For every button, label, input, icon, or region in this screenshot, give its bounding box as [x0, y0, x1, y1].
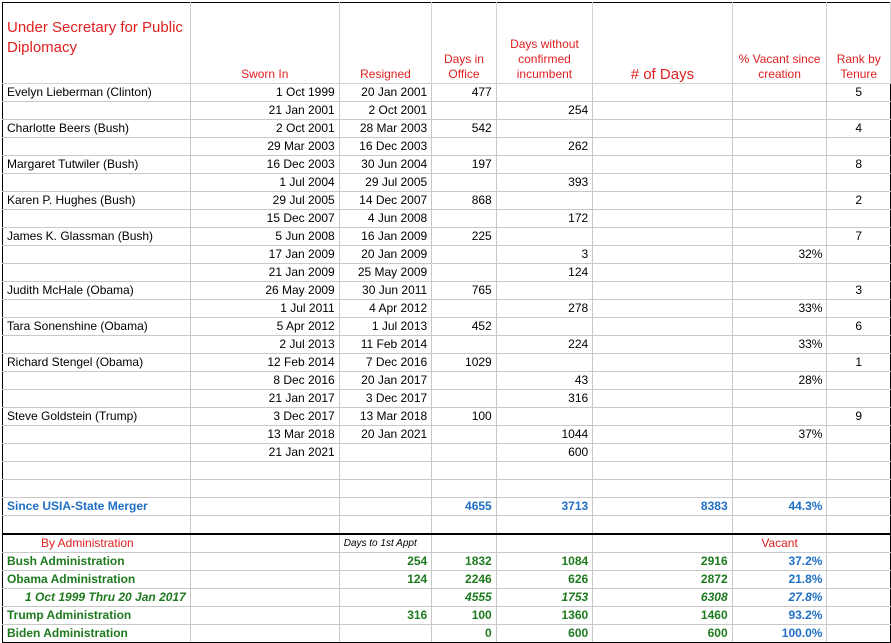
- cell-days-without[interactable]: [496, 120, 592, 138]
- cell-num-days[interactable]: [593, 264, 732, 282]
- cell-days-without[interactable]: [496, 462, 592, 480]
- cell-days-without[interactable]: [496, 228, 592, 246]
- cell-name[interactable]: Tara Sonenshine (Obama): [3, 318, 191, 336]
- admin-row: [3, 625, 891, 643]
- admin-days-first[interactable]: [339, 589, 432, 607]
- cell-name[interactable]: Margaret Tutwiler (Bush): [3, 156, 191, 174]
- cell-sworn-in[interactable]: 1 Jul 2004: [190, 174, 339, 192]
- cell-resigned[interactable]: 30 Jun 2011: [339, 282, 432, 300]
- cell-name[interactable]: [3, 480, 191, 498]
- cell-num-days[interactable]: [593, 300, 732, 318]
- cell-num-days[interactable]: [593, 318, 732, 336]
- cell-days-without[interactable]: 124: [496, 264, 592, 282]
- sheet-title: Under Secretary for Public Diplomacy: [3, 3, 191, 84]
- cell-pct-vacant[interactable]: [732, 120, 827, 138]
- cell-rank[interactable]: [827, 462, 891, 480]
- header-sworn-in: Sworn In: [190, 3, 339, 84]
- cell-num-days[interactable]: [593, 390, 732, 408]
- cell-empty[interactable]: [190, 625, 339, 643]
- cell-sworn-in[interactable]: [190, 480, 339, 498]
- cell-pct-vacant[interactable]: [732, 354, 827, 372]
- table-row: [3, 462, 891, 480]
- cell-num-days[interactable]: [593, 102, 732, 120]
- cell-num-days[interactable]: [593, 156, 732, 174]
- cell-rank[interactable]: [827, 444, 891, 462]
- cell-sworn-in[interactable]: 13 Mar 2018: [190, 426, 339, 444]
- cell-empty[interactable]: [827, 625, 891, 643]
- cell-days-without[interactable]: 3: [496, 246, 592, 264]
- cell-sworn-in[interactable]: 21 Jan 2009: [190, 264, 339, 282]
- cell-sworn-in[interactable]: 5 Apr 2012: [190, 318, 339, 336]
- cell-resigned[interactable]: 4 Jun 2008: [339, 210, 432, 228]
- cell-sworn-in[interactable]: 17 Jan 2009: [190, 246, 339, 264]
- cell-resigned[interactable]: 29 Jul 2005: [339, 174, 432, 192]
- blank-row: [3, 516, 891, 535]
- cell-days-without[interactable]: 224: [496, 336, 592, 354]
- cell-empty[interactable]: [3, 516, 191, 535]
- cell-days-without[interactable]: 393: [496, 174, 592, 192]
- cell-days-in-office[interactable]: 452: [432, 318, 497, 336]
- cell-name[interactable]: [3, 264, 191, 282]
- cell-days-in-office[interactable]: 225: [432, 228, 497, 246]
- cell-days-in-office[interactable]: 868: [432, 192, 497, 210]
- admin-days-without[interactable]: 1360: [496, 607, 592, 625]
- admin-row: [3, 589, 891, 607]
- table-row: [3, 354, 891, 372]
- cell-resigned[interactable]: 20 Jan 2009: [339, 246, 432, 264]
- cell-days-without[interactable]: [496, 408, 592, 426]
- merger-total-row: [3, 498, 891, 516]
- admin-header-vacant[interactable]: Vacant: [732, 534, 827, 553]
- cell-days-in-office[interactable]: 1029: [432, 354, 497, 372]
- cell-sworn-in[interactable]: 5 Jun 2008: [190, 228, 339, 246]
- admin-num-days[interactable]: 6308: [593, 589, 732, 607]
- cell-sworn-in[interactable]: 29 Jul 2005: [190, 192, 339, 210]
- cell-sworn-in[interactable]: 1 Oct 1999: [190, 84, 339, 102]
- cell-rank[interactable]: [827, 390, 891, 408]
- cell-sworn-in[interactable]: 29 Mar 2003: [190, 138, 339, 156]
- cell-empty[interactable]: [827, 589, 891, 607]
- cell-sworn-in[interactable]: 2 Jul 2013: [190, 336, 339, 354]
- table-row: [3, 444, 891, 462]
- cell-sworn-in[interactable]: 15 Dec 2007: [190, 210, 339, 228]
- cell-num-days[interactable]: [593, 336, 732, 354]
- cell-name[interactable]: James K. Glassman (Bush): [3, 228, 191, 246]
- admin-row: [3, 607, 891, 625]
- cell-days-without[interactable]: 43: [496, 372, 592, 390]
- cell-days-in-office[interactable]: [432, 138, 497, 156]
- cell-days-in-office[interactable]: [432, 336, 497, 354]
- admin-header-label[interactable]: By Administration: [3, 534, 191, 553]
- cell-empty[interactable]: [339, 516, 432, 535]
- cell-empty[interactable]: [593, 534, 732, 553]
- header-row: [3, 3, 891, 84]
- merger-label[interactable]: Since USIA-State Merger: [3, 498, 191, 516]
- header-pct-vacant: % Vacant since creation: [732, 3, 827, 84]
- admin-days-without[interactable]: 600: [496, 625, 592, 643]
- cell-name[interactable]: Richard Stengel (Obama): [3, 354, 191, 372]
- table-row: [3, 372, 891, 390]
- header-num-days: # of Days: [593, 3, 732, 84]
- cell-days-in-office[interactable]: 542: [432, 120, 497, 138]
- cell-rank[interactable]: 4: [827, 120, 891, 138]
- cell-empty[interactable]: [190, 589, 339, 607]
- cell-rank[interactable]: 7: [827, 228, 891, 246]
- admin-label[interactable]: Trump Administration: [3, 607, 191, 625]
- cell-name[interactable]: Karen P. Hughes (Bush): [3, 192, 191, 210]
- cell-days-in-office[interactable]: [432, 264, 497, 282]
- cell-days-without[interactable]: [496, 480, 592, 498]
- cell-days-without[interactable]: 278: [496, 300, 592, 318]
- cell-empty[interactable]: [827, 607, 891, 625]
- cell-rank[interactable]: [827, 300, 891, 318]
- cell-resigned[interactable]: 7 Dec 2016: [339, 354, 432, 372]
- cell-pct-vacant[interactable]: [732, 282, 827, 300]
- table-row: [3, 408, 891, 426]
- cell-days-without[interactable]: 1044: [496, 426, 592, 444]
- cell-days-without[interactable]: 316: [496, 390, 592, 408]
- cell-days-without[interactable]: 172: [496, 210, 592, 228]
- cell-pct-vacant[interactable]: [732, 138, 827, 156]
- cell-sworn-in[interactable]: 1 Jul 2011: [190, 300, 339, 318]
- cell-pct-vacant[interactable]: [732, 408, 827, 426]
- table-row: [3, 300, 891, 318]
- cell-days-without[interactable]: [496, 282, 592, 300]
- table-row: [3, 84, 891, 102]
- table-row: [3, 426, 891, 444]
- cell-pct-vacant[interactable]: [732, 174, 827, 192]
- admin-days-first[interactable]: 254: [339, 553, 432, 571]
- cell-sworn-in[interactable]: 26 May 2009: [190, 282, 339, 300]
- admin-num-days[interactable]: 1460: [593, 607, 732, 625]
- admin-pct-vacant[interactable]: 37.2%: [732, 553, 827, 571]
- cell-empty[interactable]: [732, 516, 827, 535]
- cell-rank[interactable]: 9: [827, 408, 891, 426]
- cell-rank[interactable]: [827, 246, 891, 264]
- cell-empty[interactable]: [190, 534, 339, 553]
- cell-days-without[interactable]: 600: [496, 444, 592, 462]
- cell-empty[interactable]: [190, 571, 339, 589]
- header-rank: Rank by Tenure: [827, 3, 891, 84]
- admin-days-in-office[interactable]: 100: [432, 607, 497, 625]
- cell-sworn-in[interactable]: [190, 462, 339, 480]
- cell-pct-vacant[interactable]: [732, 444, 827, 462]
- cell-num-days[interactable]: [593, 480, 732, 498]
- cell-name[interactable]: Evelyn Lieberman (Clinton): [3, 84, 191, 102]
- admin-label[interactable]: Bush Administration: [3, 553, 191, 571]
- cell-pct-vacant[interactable]: 32%: [732, 246, 827, 264]
- cell-days-without[interactable]: [496, 156, 592, 174]
- table-row: [3, 156, 891, 174]
- cell-num-days[interactable]: [593, 462, 732, 480]
- cell-rank[interactable]: [827, 480, 891, 498]
- admin-days-without[interactable]: 626: [496, 571, 592, 589]
- cell-empty[interactable]: [190, 498, 339, 516]
- admin-days-in-office[interactable]: 2246: [432, 571, 497, 589]
- cell-pct-vacant[interactable]: 28%: [732, 372, 827, 390]
- cell-resigned[interactable]: 1 Jul 2013: [339, 318, 432, 336]
- cell-name[interactable]: Steve Goldstein (Trump): [3, 408, 191, 426]
- cell-resigned[interactable]: 14 Dec 2007: [339, 192, 432, 210]
- cell-resigned[interactable]: 30 Jun 2004: [339, 156, 432, 174]
- cell-pct-vacant[interactable]: 37%: [732, 426, 827, 444]
- table-row: [3, 210, 891, 228]
- cell-name[interactable]: [3, 336, 191, 354]
- cell-pct-vacant[interactable]: [732, 192, 827, 210]
- cell-resigned[interactable]: 13 Mar 2018: [339, 408, 432, 426]
- cell-num-days[interactable]: [593, 174, 732, 192]
- admin-header-row: [3, 534, 891, 553]
- cell-rank[interactable]: 8: [827, 156, 891, 174]
- cell-empty[interactable]: [827, 498, 891, 516]
- cell-days-in-office[interactable]: [432, 480, 497, 498]
- header-days-without: Days without confirmed incumbent: [496, 3, 592, 84]
- cell-sworn-in[interactable]: 8 Dec 2016: [190, 372, 339, 390]
- admin-days-first[interactable]: [339, 625, 432, 643]
- cell-pct-vacant[interactable]: [732, 156, 827, 174]
- cell-resigned[interactable]: [339, 462, 432, 480]
- cell-num-days[interactable]: [593, 84, 732, 102]
- cell-days-in-office[interactable]: [432, 390, 497, 408]
- table-row: [3, 282, 891, 300]
- table-row: [3, 228, 891, 246]
- admin-days-in-office[interactable]: 0: [432, 625, 497, 643]
- cell-sworn-in[interactable]: 16 Dec 2003: [190, 156, 339, 174]
- cell-num-days[interactable]: [593, 354, 732, 372]
- cell-name[interactable]: Judith McHale (Obama): [3, 282, 191, 300]
- table-row: [3, 102, 891, 120]
- table-row: [3, 138, 891, 156]
- cell-days-in-office[interactable]: 765: [432, 282, 497, 300]
- admin-row: [3, 571, 891, 589]
- cell-rank[interactable]: [827, 336, 891, 354]
- cell-pct-vacant[interactable]: [732, 318, 827, 336]
- admin-label[interactable]: Obama Administration: [3, 571, 191, 589]
- cell-rank[interactable]: [827, 102, 891, 120]
- header-days-in-office: Days in Office: [432, 3, 497, 84]
- table-row: [3, 246, 891, 264]
- cell-pct-vacant[interactable]: 33%: [732, 300, 827, 318]
- cell-num-days[interactable]: [593, 246, 732, 264]
- admin-days-without[interactable]: 1753: [496, 589, 592, 607]
- cell-empty[interactable]: [496, 534, 592, 553]
- table-row: [3, 174, 891, 192]
- cell-pct-vacant[interactable]: [732, 210, 827, 228]
- cell-empty[interactable]: [339, 498, 432, 516]
- cell-num-days[interactable]: [593, 120, 732, 138]
- cell-pct-vacant[interactable]: 33%: [732, 336, 827, 354]
- cell-days-without[interactable]: [496, 192, 592, 210]
- admin-days-without[interactable]: 1084: [496, 553, 592, 571]
- cell-days-in-office[interactable]: [432, 210, 497, 228]
- table-row: [3, 318, 891, 336]
- cell-name[interactable]: [3, 444, 191, 462]
- table-row: [3, 120, 891, 138]
- cell-empty[interactable]: [827, 571, 891, 589]
- admin-pct-vacant[interactable]: 100.0%: [732, 625, 827, 643]
- merger-days-without[interactable]: 3713: [496, 498, 592, 516]
- cell-resigned[interactable]: 20 Jan 2021: [339, 426, 432, 444]
- table-row: [3, 336, 891, 354]
- admin-header-days-first[interactable]: Days to 1st Appt: [339, 534, 432, 553]
- cell-resigned[interactable]: 20 Jan 2017: [339, 372, 432, 390]
- cell-days-without[interactable]: [496, 84, 592, 102]
- cell-empty[interactable]: [432, 534, 497, 553]
- cell-empty[interactable]: [827, 553, 891, 571]
- cell-resigned[interactable]: 16 Jan 2009: [339, 228, 432, 246]
- cell-pct-vacant[interactable]: [732, 102, 827, 120]
- admin-label[interactable]: Biden Administration: [3, 625, 191, 643]
- merger-pct-vacant[interactable]: 44.3%: [732, 498, 827, 516]
- cell-rank[interactable]: 3: [827, 282, 891, 300]
- cell-pct-vacant[interactable]: [732, 84, 827, 102]
- cell-empty[interactable]: [190, 516, 339, 535]
- cell-pct-vacant[interactable]: [732, 480, 827, 498]
- cell-name[interactable]: Charlotte Beers (Bush): [3, 120, 191, 138]
- cell-days-in-office[interactable]: [432, 444, 497, 462]
- cell-empty[interactable]: [827, 516, 891, 535]
- cell-resigned[interactable]: [339, 480, 432, 498]
- cell-name[interactable]: [3, 174, 191, 192]
- cell-pct-vacant[interactable]: [732, 390, 827, 408]
- header-resigned: Resigned: [339, 3, 432, 84]
- cell-sworn-in[interactable]: 21 Jan 2021: [190, 444, 339, 462]
- cell-num-days[interactable]: [593, 192, 732, 210]
- cell-rank[interactable]: 5: [827, 84, 891, 102]
- cell-resigned[interactable]: 11 Feb 2014: [339, 336, 432, 354]
- cell-rank[interactable]: [827, 372, 891, 390]
- table-row: [3, 192, 891, 210]
- cell-empty[interactable]: [190, 607, 339, 625]
- cell-rank[interactable]: [827, 264, 891, 282]
- cell-name[interactable]: [3, 246, 191, 264]
- admin-row: [3, 553, 891, 571]
- admin-days-in-office[interactable]: 1832: [432, 553, 497, 571]
- cell-rank[interactable]: [827, 174, 891, 192]
- cell-num-days[interactable]: [593, 408, 732, 426]
- cell-rank[interactable]: 1: [827, 354, 891, 372]
- cell-empty[interactable]: [827, 534, 891, 553]
- cell-num-days[interactable]: [593, 426, 732, 444]
- cell-num-days[interactable]: [593, 138, 732, 156]
- cell-days-without[interactable]: 262: [496, 138, 592, 156]
- cell-days-in-office[interactable]: [432, 246, 497, 264]
- cell-name[interactable]: [3, 426, 191, 444]
- cell-sworn-in[interactable]: 12 Feb 2014: [190, 354, 339, 372]
- table-row: [3, 264, 891, 282]
- cell-empty[interactable]: [190, 553, 339, 571]
- cell-name[interactable]: [3, 462, 191, 480]
- merger-num-days[interactable]: 8383: [593, 498, 732, 516]
- cell-resigned[interactable]: [339, 444, 432, 462]
- cell-pct-vacant[interactable]: [732, 462, 827, 480]
- cell-resigned[interactable]: 3 Dec 2017: [339, 390, 432, 408]
- admin-num-days[interactable]: 2916: [593, 553, 732, 571]
- admin-label[interactable]: 1 Oct 1999 Thru 20 Jan 2017: [3, 589, 191, 607]
- cell-num-days[interactable]: [593, 210, 732, 228]
- cell-sworn-in[interactable]: 21 Jan 2017: [190, 390, 339, 408]
- cell-days-in-office[interactable]: 197: [432, 156, 497, 174]
- cell-name[interactable]: [3, 300, 191, 318]
- cell-sworn-in[interactable]: 21 Jan 2001: [190, 102, 339, 120]
- cell-pct-vacant[interactable]: [732, 228, 827, 246]
- cell-sworn-in[interactable]: 2 Oct 2001: [190, 120, 339, 138]
- cell-days-in-office[interactable]: [432, 102, 497, 120]
- vacancy-spreadsheet: [2, 2, 891, 643]
- cell-rank[interactable]: [827, 210, 891, 228]
- admin-pct-vacant[interactable]: 93.2%: [732, 607, 827, 625]
- cell-name[interactable]: [3, 210, 191, 228]
- cell-resigned[interactable]: 28 Mar 2003: [339, 120, 432, 138]
- table-row: [3, 390, 891, 408]
- cell-resigned[interactable]: 4 Apr 2012: [339, 300, 432, 318]
- cell-num-days[interactable]: [593, 228, 732, 246]
- cell-num-days[interactable]: [593, 444, 732, 462]
- admin-num-days[interactable]: 600: [593, 625, 732, 643]
- cell-resigned[interactable]: 2 Oct 2001: [339, 102, 432, 120]
- cell-name[interactable]: [3, 390, 191, 408]
- merger-days-in-office[interactable]: 4655: [432, 498, 497, 516]
- cell-empty[interactable]: [432, 516, 497, 535]
- admin-num-days[interactable]: 2872: [593, 571, 732, 589]
- cell-days-without[interactable]: 254: [496, 102, 592, 120]
- cell-name[interactable]: [3, 102, 191, 120]
- cell-rank[interactable]: [827, 138, 891, 156]
- cell-name[interactable]: [3, 138, 191, 156]
- admin-days-in-office[interactable]: 4555: [432, 589, 497, 607]
- cell-days-without[interactable]: [496, 318, 592, 336]
- cell-days-in-office[interactable]: [432, 372, 497, 390]
- cell-days-in-office[interactable]: 100: [432, 408, 497, 426]
- cell-days-without[interactable]: [496, 354, 592, 372]
- cell-rank[interactable]: [827, 426, 891, 444]
- cell-days-in-office[interactable]: [432, 426, 497, 444]
- cell-pct-vacant[interactable]: [732, 264, 827, 282]
- cell-days-in-office[interactable]: [432, 174, 497, 192]
- cell-days-in-office[interactable]: [432, 462, 497, 480]
- admin-pct-vacant[interactable]: 27.8%: [732, 589, 827, 607]
- admin-days-first[interactable]: 124: [339, 571, 432, 589]
- admin-days-first[interactable]: 316: [339, 607, 432, 625]
- cell-days-in-office[interactable]: 477: [432, 84, 497, 102]
- cell-sworn-in[interactable]: 3 Dec 2017: [190, 408, 339, 426]
- cell-days-in-office[interactable]: [432, 300, 497, 318]
- cell-num-days[interactable]: [593, 282, 732, 300]
- admin-pct-vacant[interactable]: 21.8%: [732, 571, 827, 589]
- cell-name[interactable]: [3, 372, 191, 390]
- table-row: [3, 480, 891, 498]
- cell-resigned[interactable]: 20 Jan 2001: [339, 84, 432, 102]
- cell-num-days[interactable]: [593, 372, 732, 390]
- cell-rank[interactable]: 2: [827, 192, 891, 210]
- cell-rank[interactable]: 6: [827, 318, 891, 336]
- cell-resigned[interactable]: 16 Dec 2003: [339, 138, 432, 156]
- cell-resigned[interactable]: 25 May 2009: [339, 264, 432, 282]
- cell-empty[interactable]: [496, 516, 592, 535]
- cell-empty[interactable]: [593, 516, 732, 535]
